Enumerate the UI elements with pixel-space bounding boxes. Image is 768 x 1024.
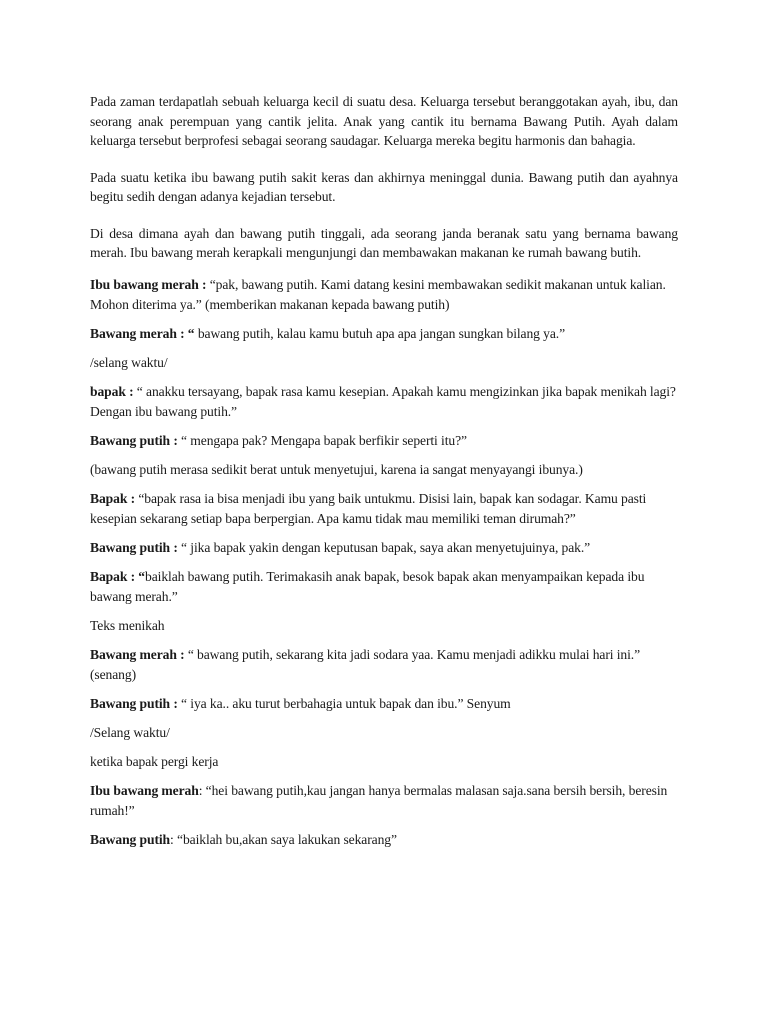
dialogue-text: : “baiklah bu,akan saya lakukan sekarang” [170, 831, 397, 847]
dialogue-text: : “hei bawang putih,kau jangan hanya bermalas malasan saja.sana bersih bersih, beresin rumah!” [90, 782, 668, 818]
dialogue-text: “bapak rasa ia bisa menjadi ibu yang baik untukmu. Disisi lain, bapak kan sodagar. Kamu pasti kesepian sekarang setiap bapa berpergian. Apa kamu tidak mau memiliki teman dirumah?” [90, 490, 647, 526]
narrative-paragraph: Pada suatu ketika ibu bawang putih sakit keras dan akhirnya meninggal dunia. Bawang putih dan ayahnya begitu sedih dengan adanya kejadian tersebut. [90, 169, 678, 204]
dialogue-line [90, 830, 678, 850]
dialogue-line [90, 694, 678, 714]
dialogue-section [90, 275, 678, 850]
dialogue-line [90, 460, 678, 480]
speaker-label: Bawang putih : [90, 432, 178, 448]
dialogue-line [90, 752, 678, 772]
speaker-label: Ibu bawang merah : [90, 276, 207, 292]
speaker-label: Bapak : “ [90, 568, 146, 584]
speaker-label: Ibu bawang merah [90, 782, 199, 798]
dialogue-line [90, 567, 678, 607]
dialogue-line [90, 382, 678, 422]
dialogue-text: “ mengapa pak? Mengapa bapak berfikir seperti itu?” [177, 432, 467, 448]
dialogue-line [90, 723, 678, 743]
dialogue-text: “pak, bawang putih. Kami datang kesini membawakan sedikit makanan untuk kalian. Mohon diterima ya.” (memberikan makanan kepada bawang putih) [90, 276, 666, 312]
dialogue-text: (bawang putih merasa sedikit berat untuk menyetujui, karena ia sangat menyayangi ibunya.) [90, 461, 583, 477]
dialogue-text: ketika bapak pergi kerja [90, 753, 219, 769]
dialogue-line [90, 431, 678, 451]
speaker-label: Bapak : [90, 490, 136, 506]
dialogue-line [90, 275, 678, 315]
dialogue-text: bawang putih, kalau kamu butuh apa apa jangan sungkan bilang ya.” [194, 325, 566, 341]
dialogue-line [90, 645, 678, 685]
dialogue-line [90, 489, 678, 529]
speaker-label: Bawang merah : [90, 646, 185, 662]
dialogue-text: “ iya ka.. aku turut berbahagia untuk bapak dan ibu.” Senyum [177, 695, 511, 711]
dialogue-text: /selang waktu/ [90, 354, 168, 370]
dialogue-text: Teks menikah [90, 617, 165, 633]
speaker-label: Bawang putih : [90, 539, 178, 555]
narrative-paragraph: Di desa dimana ayah dan bawang putih tinggali, ada seorang janda beranak satu yang bernama bawang merah. Ibu bawang merah kerapkali mengunjungi dan membawakan makanan ke rumah bawang butih. [90, 225, 678, 260]
dialogue-line [90, 324, 678, 344]
speaker-label: Bawang putih : [90, 695, 178, 711]
dialogue-text: “ jika bapak yakin dengan keputusan bapak, saya akan menyetujuinya, pak.” [177, 539, 591, 555]
speaker-label: bapak : [90, 383, 134, 399]
dialogue-text: “ anakku tersayang, bapak rasa kamu kesepian. Apakah kamu mengizinkan jika bapak menikah lagi? Dengan ibu bawang putih.” [90, 383, 676, 419]
speaker-label: Bawang merah : “ [90, 325, 195, 341]
dialogue-text: baiklah bawang putih. Terimakasih anak bapak, besok bapak akan menyampaikan kepada ibu bawang merah.” [90, 568, 645, 604]
dialogue-text: “ bawang putih, sekarang kita jadi sodara yaa. Kamu menjadi adikku mulai hari ini.” (senang) [90, 646, 641, 682]
dialogue-text: /Selang waktu/ [90, 724, 170, 740]
dialogue-line [90, 538, 678, 558]
dialogue-line [90, 616, 678, 636]
dialogue-line [90, 353, 678, 373]
dialogue-line [90, 781, 678, 821]
document-page [90, 92, 678, 859]
speaker-label: Bawang putih [90, 831, 171, 847]
narrative-paragraph: Pada zaman terdapatlah sebuah keluarga kecil di suatu desa. Keluarga tersebut beranggotakan ayah, ibu, dan seorang anak perempuan yang cantik jelita. Anak yang cantik itu bernama Bawang Putih. Ayah dalam keluarga tersebut berprofesi sebagai seorang saudagar. Keluarga mereka begitu harmonis dan bahagia. [90, 94, 678, 148]
